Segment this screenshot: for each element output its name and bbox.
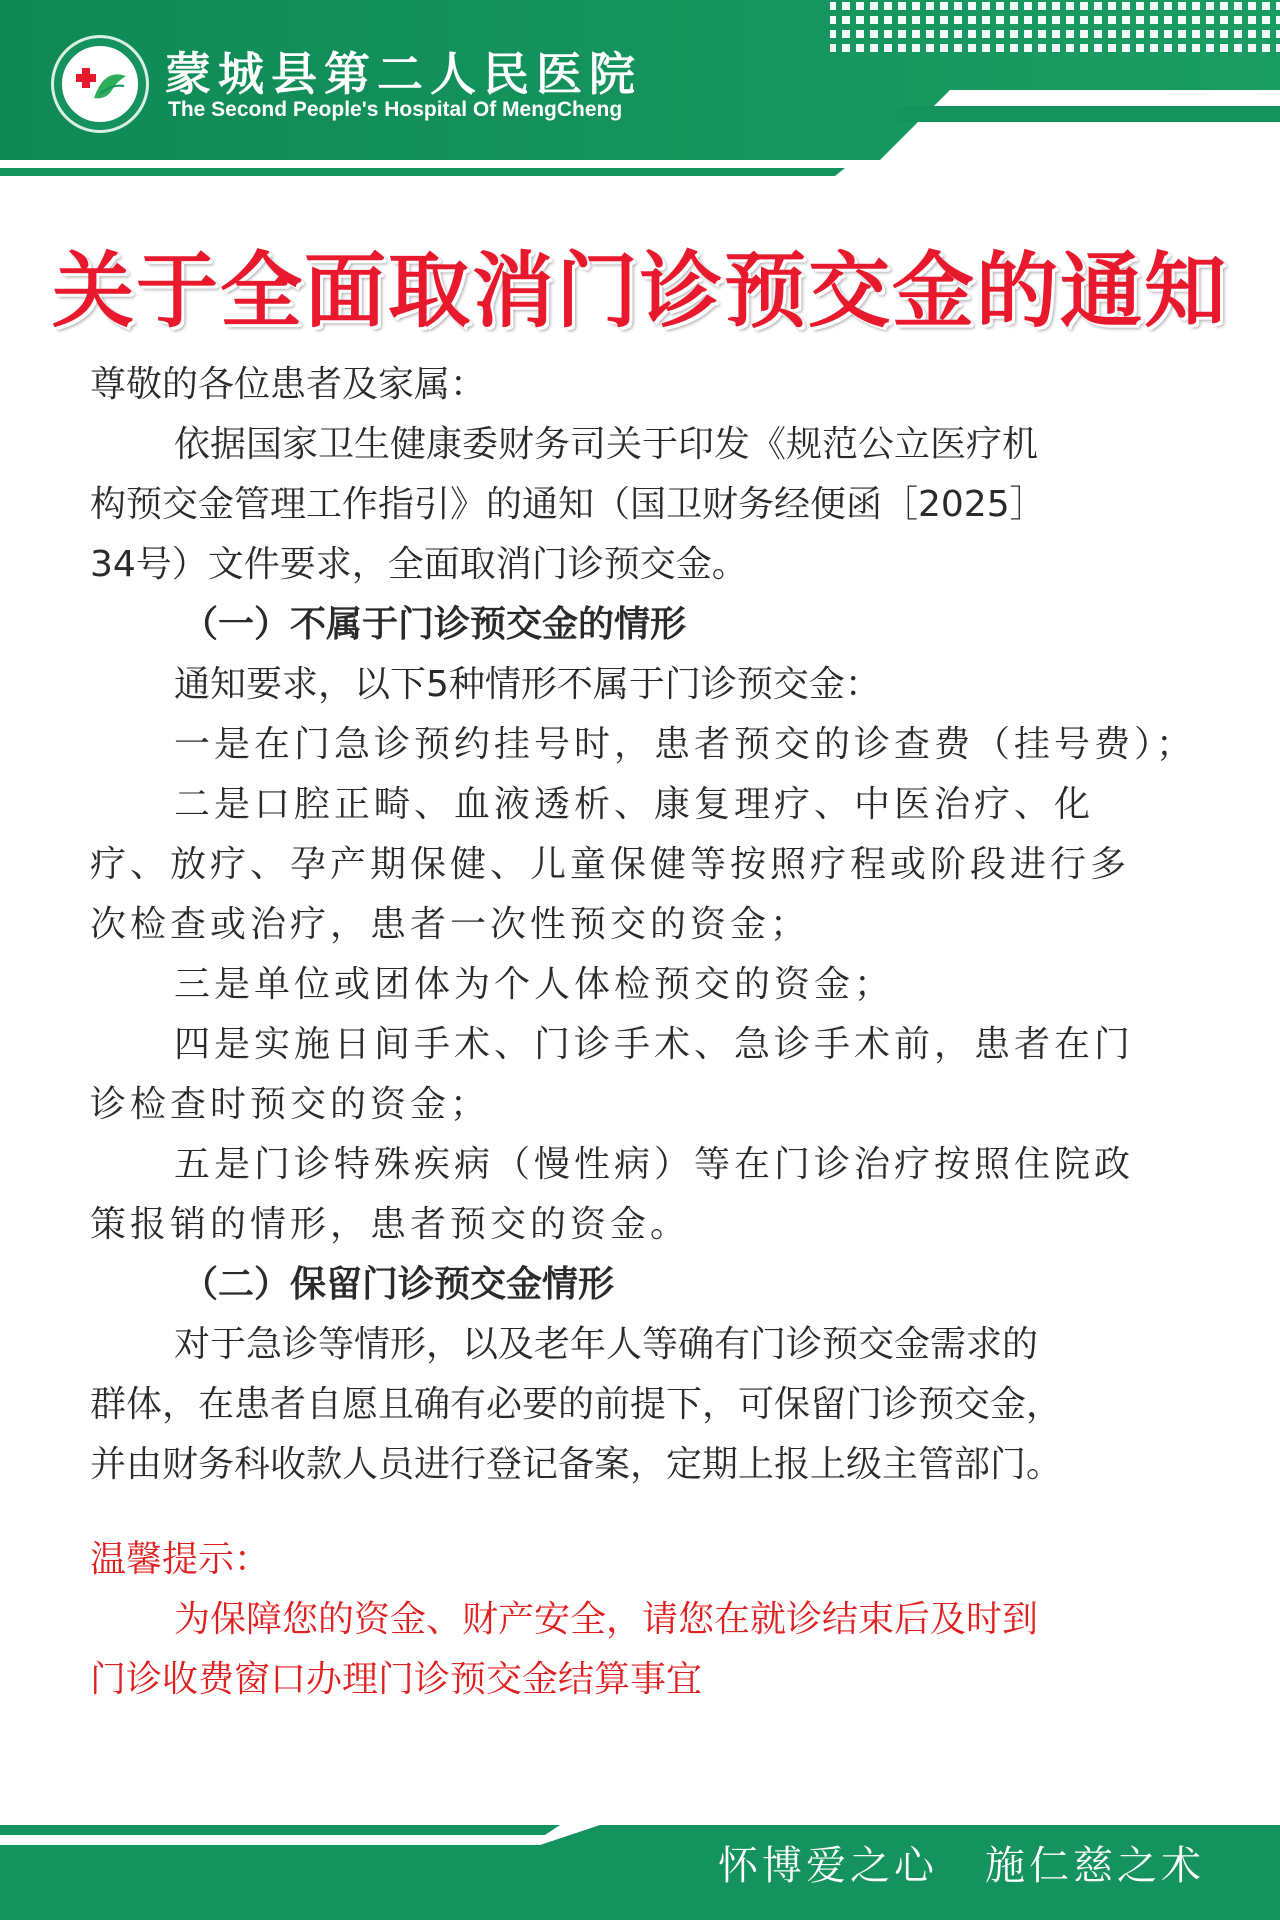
notice-body <box>90 355 1197 1710</box>
list-item: 五是门诊特殊疾病（慢性病）等在门诊治疗按照住院政 <box>174 1144 1135 1185</box>
list-item: 次检查或治疗，患者一次性预交的资金； <box>90 904 811 945</box>
footer-banner <box>0 1795 1280 1920</box>
paragraph-line: 依据国家卫生健康委财务司关于印发《规范公立医疗机 <box>174 424 1039 465</box>
hospital-name-en: The Second People's Hospital Of MengCheng <box>168 98 623 121</box>
salutation: 尊敬的各位患者及家属： <box>90 364 487 405</box>
logo-emblem-icon <box>54 38 146 130</box>
notice-title: 关于全面取消门诊预交金的通知 <box>51 244 1228 339</box>
tips-line: 门诊收费窗口办理门诊预交金结算事宜 <box>90 1659 703 1700</box>
list-item: 疗、放疗、孕产期保健、儿童保健等按照疗程或阶段进行多 <box>90 844 1131 885</box>
list-item: 四是实施日间手术、门诊手术、急诊手术前，患者在门 <box>174 1024 1135 1065</box>
footer-slogan-2: 施仁慈之术 <box>985 1843 1205 1889</box>
list-item: 一是在门急诊预约挂号时，患者预交的诊查费（挂号费）； <box>174 724 1197 765</box>
list-item: 诊检查时预交的资金； <box>90 1084 491 1125</box>
paragraph-line: 对于急诊等情形，以及老年人等确有门诊预交金需求的 <box>174 1324 1039 1365</box>
paragraph-line: 通知要求，以下5种情形不属于门诊预交金： <box>174 664 881 705</box>
hospital-logo <box>54 38 146 130</box>
section-heading-1: （一）不属于门诊预交金的情形 <box>182 604 687 645</box>
list-item: 策报销的情形，患者预交的资金。 <box>90 1204 691 1245</box>
section-heading-2: （二）保留门诊预交金情形 <box>182 1264 615 1305</box>
tips-label: 温馨提示： <box>90 1539 271 1580</box>
tips-line: 为保障您的资金、财产安全，请您在就诊结束后及时到 <box>174 1599 1039 1640</box>
list-item: 三是单位或团体为个人体检预交的资金； <box>174 964 895 1005</box>
paragraph-line: 构预交金管理工作指引》的通知（国卫财务经便函［2025］ <box>90 484 1046 525</box>
list-item: 二是口腔正畸、血液透析、康复理疗、中医治疗、化 <box>174 784 1095 825</box>
paragraph-line: 并由财务科收款人员进行登记备案，定期上报上级主管部门。 <box>90 1444 1063 1485</box>
hospital-name-cn: 蒙城县第二人民医院 <box>165 47 642 101</box>
header-banner <box>0 0 1280 180</box>
paragraph-line: 34号）文件要求，全面取消门诊预交金。 <box>90 544 748 585</box>
footer-slogan-1: 怀博爱之心 <box>718 1843 938 1889</box>
paragraph-line: 群体，在患者自愿且确有必要的前提下，可保留门诊预交金， <box>90 1384 1063 1425</box>
